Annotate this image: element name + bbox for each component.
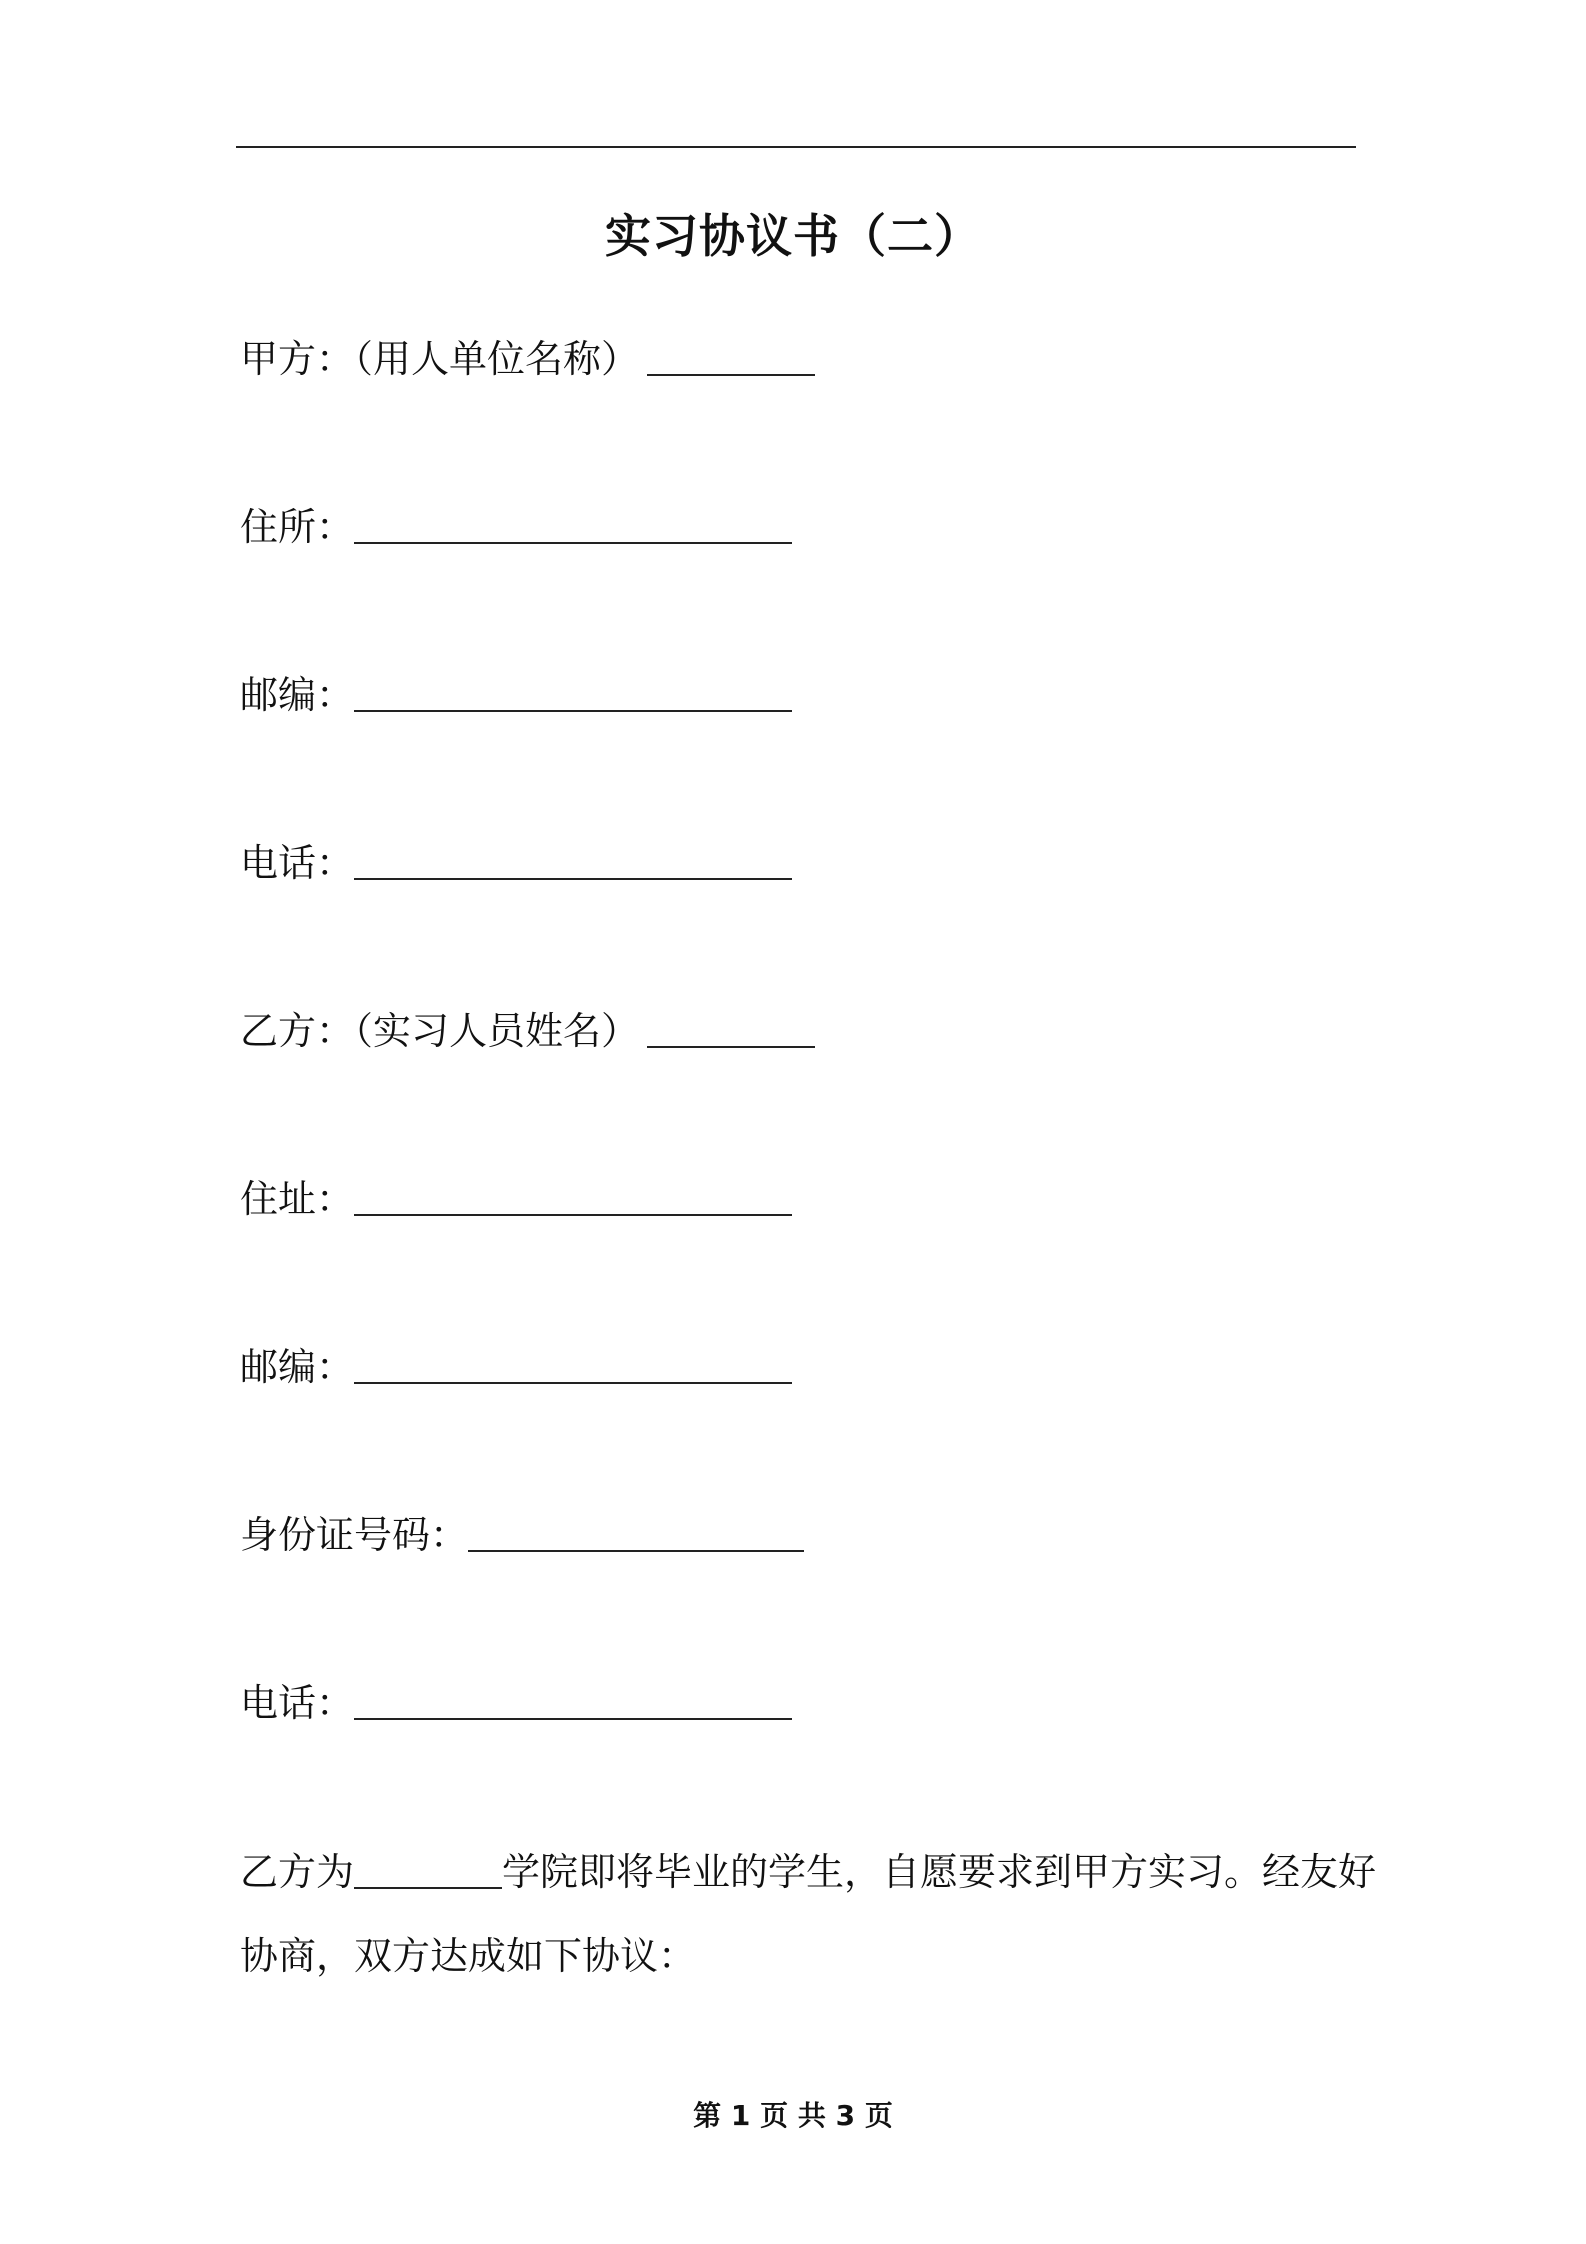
party-b-postcode-field (240, 1342, 792, 1392)
party-b-address-label: 住址： (240, 1177, 355, 1221)
party-a-phone-label: 电话： (240, 841, 355, 885)
party-a-address-field (240, 502, 792, 552)
party-b-address-field (240, 1174, 792, 1224)
party-b-id-label: 身份证号码： (240, 1513, 469, 1557)
party-b-phone-field (240, 1678, 792, 1728)
party-b-name-label: 乙方：（实习人员姓名） (240, 1009, 640, 1053)
party-b-phone-label: 电话： (240, 1681, 355, 1725)
party-a-name-blank (647, 334, 815, 376)
party-a-postcode-label: 邮编： (240, 673, 355, 717)
party-b-name-field (240, 1006, 815, 1056)
party-b-address-blank (354, 1174, 792, 1216)
party-b-name-blank (647, 1006, 815, 1048)
party-a-name-field (240, 334, 815, 384)
party-a-phone-blank (354, 838, 792, 880)
party-b-postcode-blank (354, 1342, 792, 1384)
page-footer: 第 1 页 共 3 页 (693, 2099, 893, 2132)
college-blank (354, 1847, 502, 1889)
party-a-address-blank (354, 502, 792, 544)
intro-line-1-prefix: 乙方为 (240, 1850, 355, 1894)
document-title: 实习协议书（二） (605, 209, 981, 263)
intro-paragraph (240, 1830, 1377, 1998)
party-a-postcode-blank (354, 670, 792, 712)
party-a-phone-field (240, 838, 792, 888)
party-b-id-field (240, 1510, 804, 1560)
header-rule (236, 146, 1356, 148)
party-a-postcode-field (240, 670, 792, 720)
party-a-name-label: 甲方：（用人单位名称） (240, 337, 640, 381)
intro-line-1-suffix: 学院即将毕业的学生，自愿要求到甲方实习。经友好 (502, 1850, 1377, 1894)
party-a-address-label: 住所： (240, 505, 355, 549)
party-b-id-blank (468, 1510, 804, 1552)
party-b-phone-blank (354, 1678, 792, 1720)
intro-line-2: 协商，双方达成如下协议： (240, 1934, 697, 1978)
intro-line-1 (240, 1830, 1377, 1914)
party-b-postcode-label: 邮编： (240, 1345, 355, 1389)
